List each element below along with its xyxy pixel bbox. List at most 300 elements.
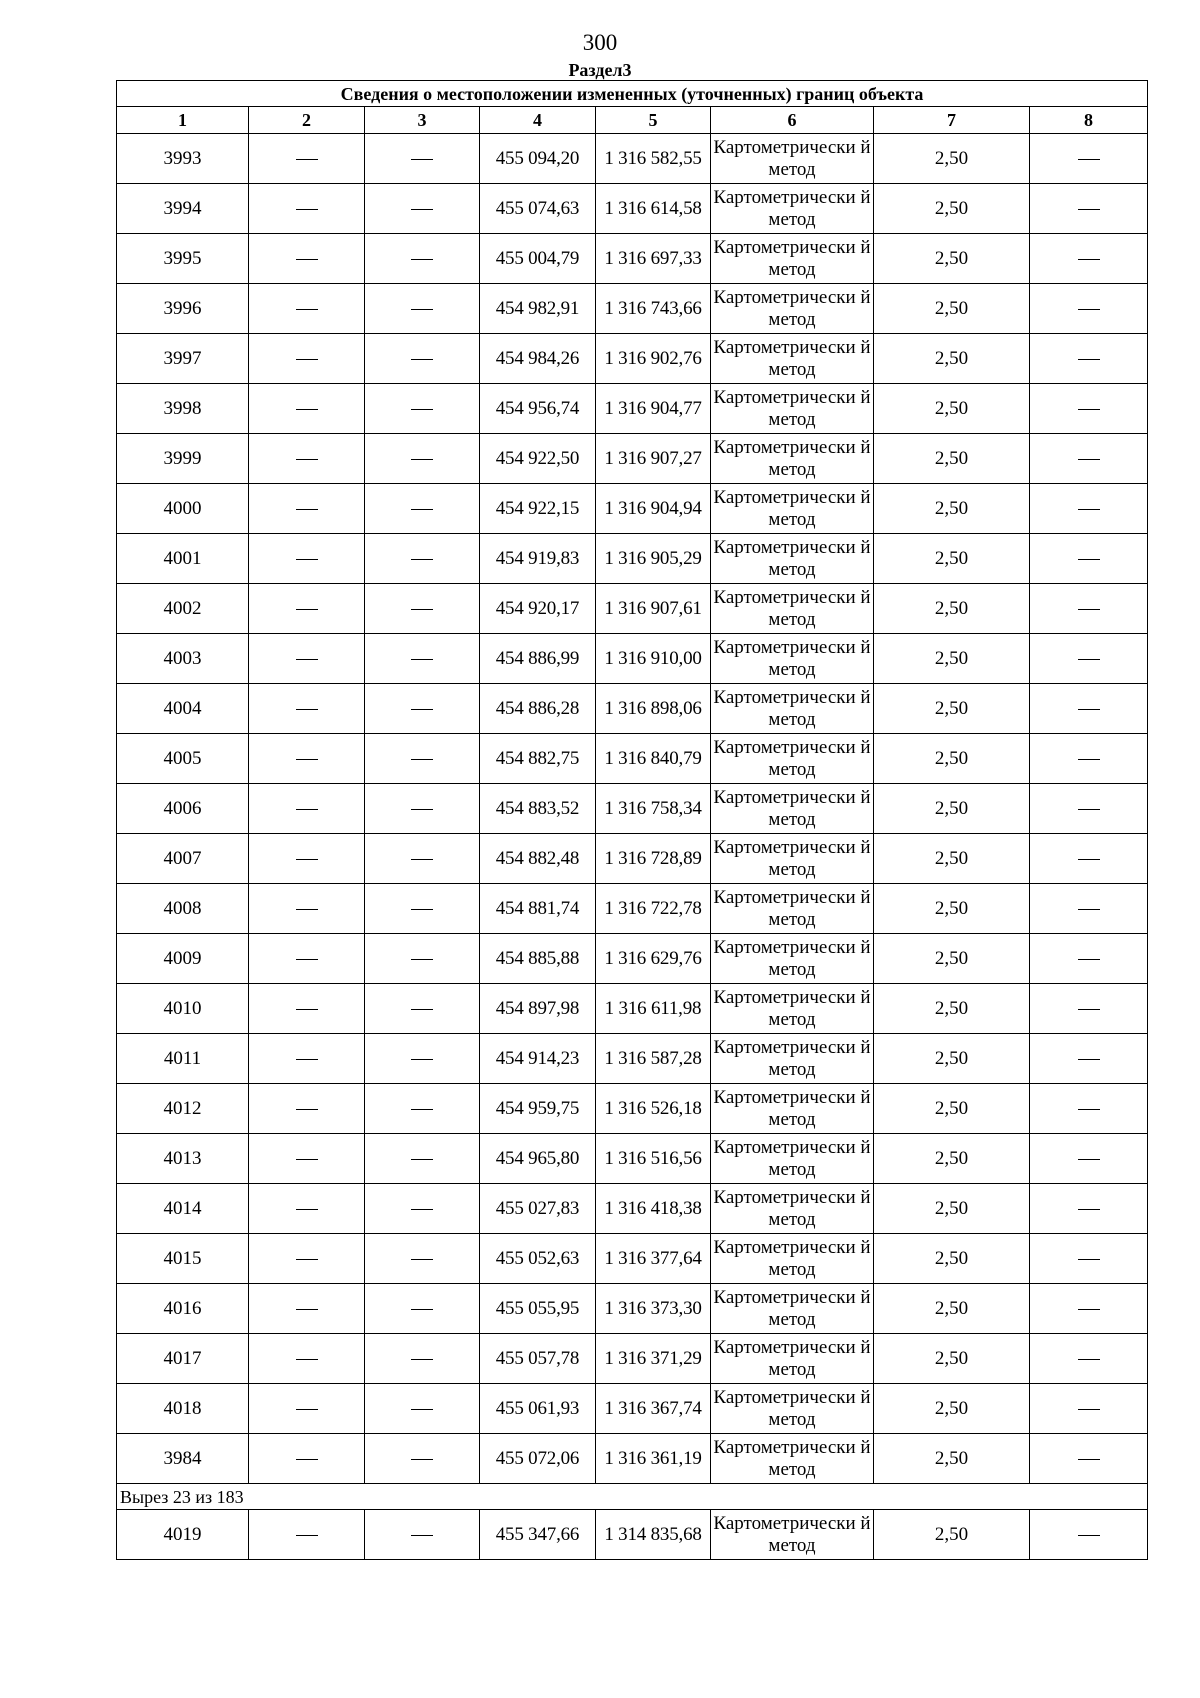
dash-mark [1078,509,1100,510]
column-2-empty-cell [249,484,365,534]
x-coordinate-cell: 454 881,74 [480,884,596,934]
column-3-empty-cell [365,1510,480,1560]
x-coordinate-cell: 454 984,26 [480,334,596,384]
table-row [117,834,1148,884]
y-coordinate-cell: 1 316 418,38 [596,1184,711,1234]
method-cell: Картометрически й метод [711,334,874,384]
dash-mark [1078,709,1100,710]
dash-mark [411,1159,433,1160]
dash-mark [411,1409,433,1410]
y-coordinate-cell: 1 316 907,61 [596,584,711,634]
table-row [117,1234,1148,1284]
column-3-empty-cell [365,984,480,1034]
method-cell: Картометрически й метод [711,1134,874,1184]
y-coordinate-cell: 1 316 728,89 [596,834,711,884]
x-coordinate-cell: 455 347,66 [480,1510,596,1560]
x-coordinate-cell: 454 883,52 [480,784,596,834]
column-8-empty-cell [1030,884,1148,934]
column-2-empty-cell [249,1510,365,1560]
x-coordinate-cell: 455 074,63 [480,184,596,234]
dash-mark [1078,909,1100,910]
column-8-empty-cell [1030,1384,1148,1434]
accuracy-cell: 2,50 [874,1510,1030,1560]
point-number-cell: 4000 [117,484,249,534]
dash-mark [411,1535,433,1536]
column-8-empty-cell [1030,284,1148,334]
table-row [117,1084,1148,1134]
cut-separator-row [117,1484,1148,1510]
column-8-empty-cell [1030,1184,1148,1234]
table-row [117,434,1148,484]
column-3-empty-cell [365,834,480,884]
column-8-empty-cell [1030,234,1148,284]
dash-mark [296,1059,318,1060]
point-number-cell: 4002 [117,584,249,634]
method-cell: Картометрически й метод [711,934,874,984]
x-coordinate-cell: 455 027,83 [480,1184,596,1234]
dash-mark [296,459,318,460]
column-3-empty-cell [365,1234,480,1284]
table-row [117,984,1148,1034]
y-coordinate-cell: 1 314 835,68 [596,1510,711,1560]
x-coordinate-cell: 454 897,98 [480,984,596,1034]
x-coordinate-cell: 455 052,63 [480,1234,596,1284]
column-header: 4 [480,107,596,134]
column-8-empty-cell [1030,1284,1148,1334]
y-coordinate-cell: 1 316 377,64 [596,1234,711,1284]
dash-mark [411,1109,433,1110]
accuracy-cell: 2,50 [874,1334,1030,1384]
y-coordinate-cell: 1 316 904,77 [596,384,711,434]
method-cell: Картометрически й метод [711,884,874,934]
dash-mark [1078,1109,1100,1110]
dash-mark [1078,1259,1100,1260]
accuracy-cell: 2,50 [874,1034,1030,1084]
dash-mark [411,359,433,360]
x-coordinate-cell: 454 886,99 [480,634,596,684]
x-coordinate-cell: 454 959,75 [480,1084,596,1134]
accuracy-cell: 2,50 [874,134,1030,184]
x-coordinate-cell: 454 965,80 [480,1134,596,1184]
y-coordinate-cell: 1 316 373,30 [596,1284,711,1334]
table-row [117,784,1148,834]
x-coordinate-cell: 455 061,93 [480,1384,596,1434]
point-number-cell: 4016 [117,1284,249,1334]
method-cell: Картометрически й метод [711,1384,874,1434]
dash-mark [1078,1459,1100,1460]
column-8-empty-cell [1030,434,1148,484]
table-row [117,334,1148,384]
y-coordinate-cell: 1 316 611,98 [596,984,711,1034]
column-3-empty-cell [365,1184,480,1234]
column-3-empty-cell [365,484,480,534]
method-cell: Картометрически й метод [711,1434,874,1484]
accuracy-cell: 2,50 [874,384,1030,434]
dash-mark [296,1309,318,1310]
column-8-empty-cell [1030,1334,1148,1384]
dash-mark [1078,159,1100,160]
dash-mark [411,709,433,710]
dash-mark [296,1159,318,1160]
method-cell: Картометрически й метод [711,1184,874,1234]
accuracy-cell: 2,50 [874,184,1030,234]
column-2-empty-cell [249,584,365,634]
column-2-empty-cell [249,384,365,434]
y-coordinate-cell: 1 316 697,33 [596,234,711,284]
dash-mark [1078,1359,1100,1360]
dash-mark [411,959,433,960]
y-coordinate-cell: 1 316 582,55 [596,134,711,184]
accuracy-cell: 2,50 [874,334,1030,384]
dash-mark [411,759,433,760]
dash-mark [1078,1309,1100,1310]
point-number-cell: 4007 [117,834,249,884]
y-coordinate-cell: 1 316 907,27 [596,434,711,484]
dash-mark [296,609,318,610]
method-cell: Картометрически й метод [711,184,874,234]
column-3-empty-cell [365,534,480,584]
method-cell: Картометрически й метод [711,234,874,284]
column-header: 7 [874,107,1030,134]
y-coordinate-cell: 1 316 361,19 [596,1434,711,1484]
y-coordinate-cell: 1 316 526,18 [596,1084,711,1134]
dash-mark [296,809,318,810]
y-coordinate-cell: 1 316 587,28 [596,1034,711,1084]
dash-mark [411,159,433,160]
y-coordinate-cell: 1 316 722,78 [596,884,711,934]
dash-mark [296,509,318,510]
column-3-empty-cell [365,234,480,284]
dash-mark [411,459,433,460]
method-cell: Картометрически й метод [711,734,874,784]
accuracy-cell: 2,50 [874,634,1030,684]
x-coordinate-cell: 454 914,23 [480,1034,596,1084]
method-cell: Картометрически й метод [711,984,874,1034]
dash-mark [1078,1535,1100,1536]
column-2-empty-cell [249,1434,365,1484]
column-2-empty-cell [249,1284,365,1334]
column-3-empty-cell [365,184,480,234]
method-cell: Картометрически й метод [711,1284,874,1334]
accuracy-cell: 2,50 [874,434,1030,484]
dash-mark [1078,1409,1100,1410]
column-8-empty-cell [1030,584,1148,634]
column-2-empty-cell [249,134,365,184]
dash-mark [296,1109,318,1110]
y-coordinate-cell: 1 316 902,76 [596,334,711,384]
column-8-empty-cell [1030,534,1148,584]
point-number-cell: 3995 [117,234,249,284]
column-3-empty-cell [365,1084,480,1134]
dash-mark [1078,259,1100,260]
table-row [117,1134,1148,1184]
table-title: Сведения о местоположении измененных (уточненных) границ объекта [117,81,1148,107]
accuracy-cell: 2,50 [874,1134,1030,1184]
column-8-empty-cell [1030,484,1148,534]
dash-mark [296,1409,318,1410]
dash-mark [296,1535,318,1536]
table-row [117,1384,1148,1434]
point-number-cell: 4014 [117,1184,249,1234]
dash-mark [296,1359,318,1360]
dash-mark [296,909,318,910]
method-cell: Картометрически й метод [711,484,874,534]
x-coordinate-cell: 454 956,74 [480,384,596,434]
point-number-cell: 4005 [117,734,249,784]
y-coordinate-cell: 1 316 905,29 [596,534,711,584]
accuracy-cell: 2,50 [874,284,1030,334]
method-cell: Картометрически й метод [711,134,874,184]
dash-mark [296,659,318,660]
y-coordinate-cell: 1 316 743,66 [596,284,711,334]
method-cell: Картометрически й метод [711,284,874,334]
column-2-empty-cell [249,1084,365,1134]
x-coordinate-cell: 455 094,20 [480,134,596,184]
cut-label: Вырез 23 из 183 [117,1484,1148,1510]
method-cell: Картометрически й метод [711,1334,874,1384]
y-coordinate-cell: 1 316 898,06 [596,684,711,734]
dash-mark [411,559,433,560]
column-8-empty-cell [1030,684,1148,734]
point-number-cell: 3994 [117,184,249,234]
method-cell: Картометрически й метод [711,1034,874,1084]
x-coordinate-cell: 455 057,78 [480,1334,596,1384]
x-coordinate-cell: 454 882,75 [480,734,596,784]
method-cell: Картометрически й метод [711,434,874,484]
dash-mark [1078,609,1100,610]
accuracy-cell: 2,50 [874,834,1030,884]
column-3-empty-cell [365,884,480,934]
column-2-empty-cell [249,734,365,784]
point-number-cell: 4018 [117,1384,249,1434]
table-row [117,1434,1148,1484]
section-label: Раздел3 [568,60,632,80]
column-2-empty-cell [249,334,365,384]
x-coordinate-cell: 454 919,83 [480,534,596,584]
table-row [117,1184,1148,1234]
dash-mark [1078,459,1100,460]
column-2-empty-cell [249,1384,365,1434]
dash-mark [1078,209,1100,210]
y-coordinate-cell: 1 316 904,94 [596,484,711,534]
page-number: 300 [582,30,618,55]
point-number-cell: 4003 [117,634,249,684]
method-cell: Картометрически й метод [711,834,874,884]
accuracy-cell: 2,50 [874,1184,1030,1234]
column-header-row [117,107,1148,134]
dash-mark [411,859,433,860]
dash-mark [296,859,318,860]
y-coordinate-cell: 1 316 614,58 [596,184,711,234]
dash-mark [296,259,318,260]
table-row [117,484,1148,534]
dash-mark [411,259,433,260]
dash-mark [296,559,318,560]
column-header: 3 [365,107,480,134]
x-coordinate-cell: 454 922,15 [480,484,596,534]
column-8-empty-cell [1030,1034,1148,1084]
column-2-empty-cell [249,1184,365,1234]
y-coordinate-cell: 1 316 840,79 [596,734,711,784]
dash-mark [296,959,318,960]
table-row [117,284,1148,334]
dash-mark [411,209,433,210]
column-8-empty-cell [1030,1434,1148,1484]
column-3-empty-cell [365,684,480,734]
point-number-cell: 4001 [117,534,249,584]
y-coordinate-cell: 1 316 910,00 [596,634,711,684]
column-8-empty-cell [1030,134,1148,184]
table-row [117,1510,1148,1560]
column-2-empty-cell [249,1234,365,1284]
column-8-empty-cell [1030,634,1148,684]
point-number-cell: 3993 [117,134,249,184]
x-coordinate-cell: 454 886,28 [480,684,596,734]
point-number-cell: 3999 [117,434,249,484]
column-header: 1 [117,107,249,134]
column-2-empty-cell [249,634,365,684]
column-8-empty-cell [1030,934,1148,984]
dash-mark [296,359,318,360]
dash-mark [411,809,433,810]
x-coordinate-cell: 455 055,95 [480,1284,596,1334]
column-2-empty-cell [249,784,365,834]
table-row [117,584,1148,634]
column-3-empty-cell [365,1334,480,1384]
point-number-cell: 3997 [117,334,249,384]
column-3-empty-cell [365,1134,480,1184]
accuracy-cell: 2,50 [874,1384,1030,1434]
accuracy-cell: 2,50 [874,984,1030,1034]
dash-mark [296,759,318,760]
column-2-empty-cell [249,1034,365,1084]
method-cell: Картометрически й метод [711,784,874,834]
dash-mark [411,909,433,910]
point-number-cell: 4015 [117,1234,249,1284]
dash-mark [1078,809,1100,810]
column-3-empty-cell [365,384,480,434]
column-8-empty-cell [1030,1234,1148,1284]
dash-mark [1078,759,1100,760]
dash-mark [1078,959,1100,960]
point-number-cell: 4019 [117,1510,249,1560]
dash-mark [1078,1159,1100,1160]
method-cell: Картометрически й метод [711,634,874,684]
dash-mark [1078,409,1100,410]
column-3-empty-cell [365,434,480,484]
accuracy-cell: 2,50 [874,1234,1030,1284]
y-coordinate-cell: 1 316 629,76 [596,934,711,984]
column-header: 2 [249,107,365,134]
accuracy-cell: 2,50 [874,684,1030,734]
boundary-coordinates-table [116,80,1148,1560]
method-cell: Картометрически й метод [711,1234,874,1284]
dash-mark [411,1359,433,1360]
column-2-empty-cell [249,184,365,234]
dash-mark [1078,659,1100,660]
dash-mark [411,1259,433,1260]
column-2-empty-cell [249,1134,365,1184]
column-8-empty-cell [1030,984,1148,1034]
point-number-cell: 4010 [117,984,249,1034]
point-number-cell: 4009 [117,934,249,984]
column-3-empty-cell [365,934,480,984]
accuracy-cell: 2,50 [874,734,1030,784]
method-cell: Картометрически й метод [711,584,874,634]
x-coordinate-cell: 455 004,79 [480,234,596,284]
column-2-empty-cell [249,234,365,284]
y-coordinate-cell: 1 316 758,34 [596,784,711,834]
dash-mark [1078,1059,1100,1060]
column-8-empty-cell [1030,1134,1148,1184]
column-2-empty-cell [249,284,365,334]
accuracy-cell: 2,50 [874,234,1030,284]
column-8-empty-cell [1030,184,1148,234]
table-row [117,384,1148,434]
table-row [117,684,1148,734]
column-8-empty-cell [1030,784,1148,834]
column-3-empty-cell [365,1434,480,1484]
column-3-empty-cell [365,634,480,684]
dash-mark [296,209,318,210]
point-number-cell: 3984 [117,1434,249,1484]
dash-mark [411,1459,433,1460]
column-2-empty-cell [249,934,365,984]
dash-mark [411,1059,433,1060]
dash-mark [1078,309,1100,310]
method-cell: Картометрически й метод [711,1510,874,1560]
method-cell: Картометрически й метод [711,684,874,734]
y-coordinate-cell: 1 316 371,29 [596,1334,711,1384]
column-3-empty-cell [365,1034,480,1084]
accuracy-cell: 2,50 [874,1084,1030,1134]
column-header: 5 [596,107,711,134]
point-number-cell: 4011 [117,1034,249,1084]
point-number-cell: 4012 [117,1084,249,1134]
accuracy-cell: 2,50 [874,884,1030,934]
x-coordinate-cell: 454 920,17 [480,584,596,634]
dash-mark [296,309,318,310]
column-3-empty-cell [365,334,480,384]
dash-mark [411,1009,433,1010]
point-number-cell: 4017 [117,1334,249,1384]
dash-mark [296,1009,318,1010]
point-number-cell: 3998 [117,384,249,434]
column-header: 8 [1030,107,1148,134]
column-2-empty-cell [249,984,365,1034]
table-row [117,934,1148,984]
accuracy-cell: 2,50 [874,584,1030,634]
table-row [117,534,1148,584]
x-coordinate-cell: 454 982,91 [480,284,596,334]
column-3-empty-cell [365,784,480,834]
accuracy-cell: 2,50 [874,934,1030,984]
column-3-empty-cell [365,1284,480,1334]
table-row [117,1284,1148,1334]
dash-mark [296,709,318,710]
x-coordinate-cell: 454 922,50 [480,434,596,484]
table-row [117,634,1148,684]
column-2-empty-cell [249,534,365,584]
column-header: 6 [711,107,874,134]
y-coordinate-cell: 1 316 367,74 [596,1384,711,1434]
column-2-empty-cell [249,1334,365,1384]
column-3-empty-cell [365,584,480,634]
table-row [117,134,1148,184]
dash-mark [296,1459,318,1460]
table-row [117,1334,1148,1384]
point-number-cell: 4006 [117,784,249,834]
